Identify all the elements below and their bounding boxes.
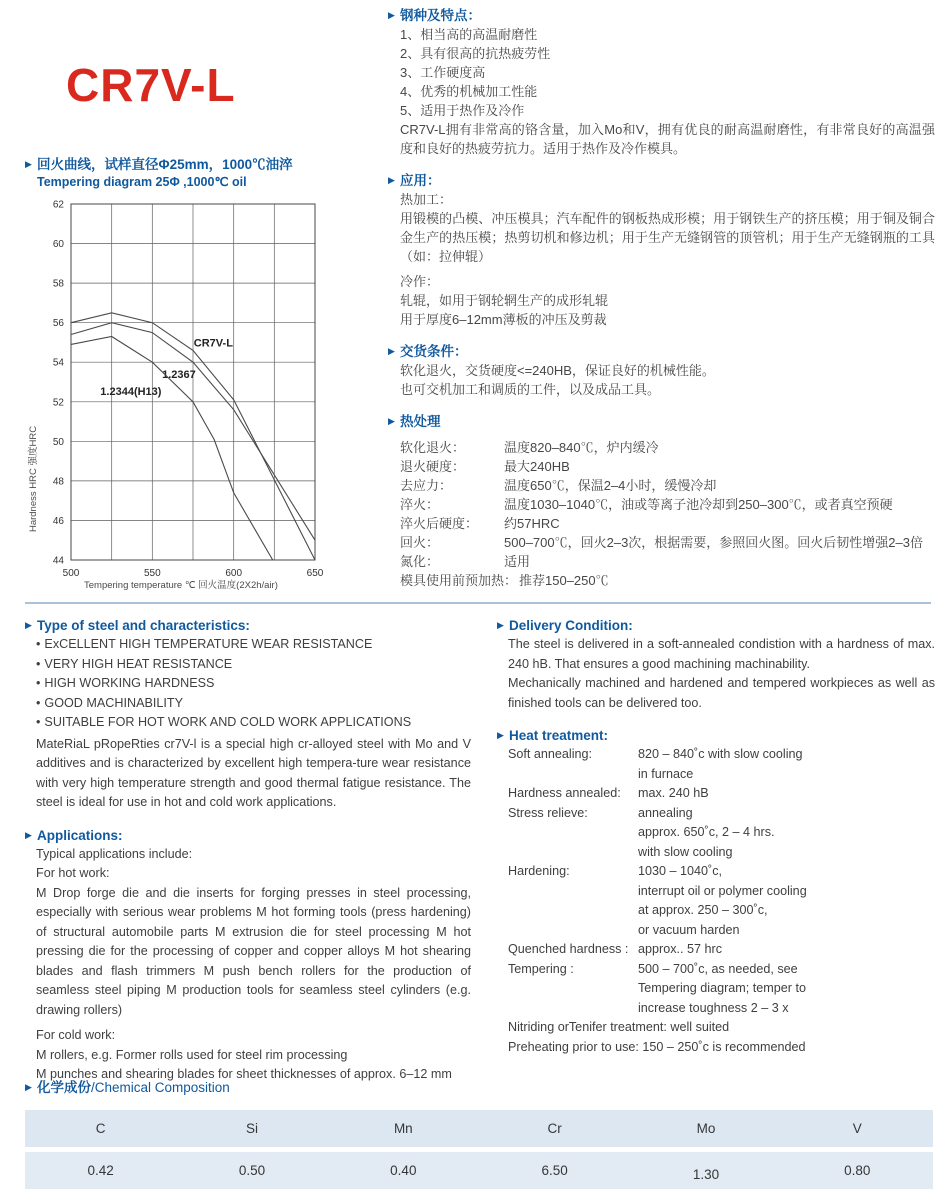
delivery-zh-line: 也可交机加工和调质的工件，以及成品工具。 — [400, 382, 661, 397]
bullet-icon: • — [36, 715, 41, 729]
bottom-right-column — [497, 616, 935, 1057]
heat-row — [400, 571, 935, 590]
cold-work-line: 轧辊，如用于钢轮辋生产的成形轧辊 — [400, 293, 609, 308]
bullet-icon: • — [36, 656, 41, 671]
steel-type-zh-heading: 钢种及特点： — [400, 8, 481, 23]
heat-row-value: 适用 — [504, 554, 531, 569]
cold-work-line: 用于厚度6–12mm薄板的冲压及剪裁 — [400, 312, 607, 327]
heat-row-label: 淬火后硬度： — [400, 516, 479, 531]
tempering-chart — [25, 196, 355, 604]
feature-item: 4、优秀的机械加工性能 — [400, 84, 538, 99]
composition-value-cell: 0.42 — [87, 1163, 114, 1178]
bullet-icon: • — [36, 676, 41, 690]
svg-text:62: 62 — [52, 199, 64, 211]
heat-row-en-value: at approx. 250 – 300˚c, — [638, 903, 768, 917]
heat-row-label: 淬火： — [400, 497, 440, 512]
heat-row-en-label: Tempering : — [508, 961, 574, 976]
section-arrow-icon: ▶ — [388, 346, 395, 356]
svg-text:60: 60 — [52, 239, 64, 251]
heat-row-value: 温度1030–1040℃，油或等离子池冷却到250–300℃，或者真空预硬 — [504, 497, 893, 512]
heat-row-value: 最大240HB — [504, 459, 570, 474]
cold-work-en-label: For cold work: — [36, 1028, 116, 1042]
heat-row-en-value: 820 – 840˚c with slow cooling — [638, 747, 803, 761]
composition-value-cell: 1.30 — [692, 1167, 720, 1182]
section-arrow-icon: ▶ — [25, 620, 32, 630]
section-arrow-icon: ▶ — [25, 829, 32, 840]
heat-row-en-value: interrupt oil or polymer cooling — [638, 883, 807, 898]
composition-header-cell: C — [95, 1121, 106, 1136]
heat-row-en-label: Hardness annealed: — [508, 786, 621, 800]
heat-row-label: 软化退火： — [400, 440, 466, 455]
delivery-en-paragraph: Mechanically machined and hardened and tempered workpieces as well as finished tools can be delivered too. — [508, 676, 935, 710]
composition-header-cell: Cr — [547, 1121, 562, 1136]
feature-item: 2、具有很高的抗热疲劳性 — [400, 46, 551, 61]
heat-row-en-value: annealing — [638, 805, 693, 820]
bullet-text: VERY HIGH HEAT RESISTANCE — [44, 656, 233, 671]
hot-work-en-paragraph: M Drop forge die and die inserts for forging presses in steel processing, especially with serious wear problems M hot forming tools (press hardening) of structural automobile parts M extrusion die for steel processing M hot pressing die for the processing of copper and copper alloys M hot shearing blades and flash trimmers M push bench rollers for the production of seamless steel piping M production tools for seamless steel cylinders (e.g. drawing rollers) — [36, 885, 471, 1017]
section-arrow-icon: ▶ — [388, 175, 395, 185]
composition-heading-en: /Chemical Composition — [91, 1080, 230, 1095]
heat-treatment-zh-heading: 热处理 — [400, 414, 441, 429]
delivery-zh-heading: 交货条件： — [400, 344, 468, 359]
composition-header-row — [25, 1110, 933, 1147]
heat-row-en-label: Soft annealing: — [508, 747, 593, 761]
svg-text:500: 500 — [62, 568, 80, 579]
section-arrow-icon: ▶ — [25, 159, 32, 169]
svg-text:Tempering temperature ℃ 回火温度(2: Tempering temperature ℃ 回火温度(2X2h/air) — [84, 580, 278, 591]
composition-header-cell: Mo — [696, 1121, 716, 1136]
bullet-icon: • — [36, 637, 41, 651]
section-arrow-icon: ▶ — [388, 10, 395, 20]
heat-row — [400, 438, 935, 457]
steel-type-zh-paragraph: CR7V-L拥有非常高的铬含量，加入Mo和V，拥有优良的耐高温耐磨性，有非常良好的高温强度和良好的热疲劳抗力。适用于热作及冷作模具。 — [400, 122, 935, 156]
svg-text:46: 46 — [52, 515, 64, 527]
heat-row — [400, 552, 935, 571]
heat-row-en-label: Hardening: — [508, 864, 570, 878]
cold-work-en-line: M rollers, e.g. Former rolls used for steel rim processing — [36, 1047, 348, 1062]
tempering-heading-zh: 回火曲线，试样直径Φ25mm，1000℃油淬 — [37, 157, 293, 172]
heat-row-en-value: in furnace — [638, 766, 694, 781]
heat-row-value: 500–700℃，回火2–3次，根据需要，参照回火图。回火后韧性增强2–3倍 — [504, 535, 923, 550]
svg-text:54: 54 — [52, 357, 64, 369]
svg-text:58: 58 — [52, 278, 64, 290]
heat-row — [400, 495, 935, 514]
bullet-item — [36, 694, 471, 714]
heat-row-en — [508, 862, 935, 940]
cold-work-en-line: M punches and shearing blades for sheet thicknesses of approx. 6–12 mm — [36, 1067, 452, 1081]
svg-text:Hardness HRC 强度HRC: Hardness HRC 强度HRC — [28, 425, 39, 533]
heat-row-label: 去应力： — [400, 478, 453, 493]
heat-row-en — [508, 940, 935, 960]
heat-row-value: 推荐150–250℃ — [519, 573, 609, 588]
svg-text:56: 56 — [52, 318, 64, 330]
page-title: CR7V-L — [66, 59, 236, 111]
bullet-item — [36, 713, 471, 733]
bullet-item — [36, 635, 471, 655]
heat-row-label: 退火硬度： — [400, 459, 466, 474]
composition-value-cell: 0.80 — [844, 1163, 871, 1178]
heat-row-en-label: Stress relieve: — [508, 805, 588, 820]
section-divider — [25, 602, 931, 604]
heat-row-en-value: max. 240 hB — [638, 786, 709, 800]
heat-row-label: 回火： — [400, 535, 440, 550]
feature-item: 1、相当高的高温耐磨性 — [400, 27, 538, 42]
tempering-section — [25, 155, 385, 604]
hot-work-text: 用锻模的凸模、冲压模具；汽车配件的钢板热成形模；用于钢铁生产的挤压模；用于铜及铜合金生产的热压模；热剪切机和修边机；用于生产无缝钢管的顶管机；用于生产无缝钢瓶的工具（如：拉伸辊） — [400, 211, 935, 264]
heat-row-en-value: 1030 – 1040˚c, — [638, 864, 723, 878]
section-arrow-icon: ▶ — [497, 620, 504, 630]
svg-text:600: 600 — [225, 568, 243, 579]
bullet-item — [36, 674, 471, 694]
bullet-text: ExCELLENT HIGH TEMPERATURE WEAR RESISTANCE — [44, 637, 373, 651]
bullet-icon: • — [36, 695, 41, 710]
delivery-en-heading: Delivery Condition: — [509, 618, 633, 633]
heat-row-en-value: with slow cooling — [638, 844, 733, 859]
heat-row-en — [508, 745, 935, 784]
preheating-line: Preheating prior to use: 150 – 250˚c is recommended — [508, 1039, 806, 1054]
section-arrow-icon: ▶ — [497, 730, 504, 740]
section-arrow-icon: ▶ — [25, 1082, 32, 1092]
heat-row-en — [508, 960, 935, 1019]
composition-section — [25, 1078, 933, 1189]
steel-type-en-heading: Type of steel and characteristics: — [37, 618, 250, 633]
heat-row-en-value: increase toughness 2 – 3 x — [638, 1000, 789, 1015]
heat-row-label: 模具使用前预加热： — [400, 573, 518, 588]
applications-intro: Typical applications include: — [36, 846, 193, 861]
composition-heading-zh: 化学成份 — [37, 1080, 91, 1095]
svg-text:1.2344(H13): 1.2344(H13) — [100, 385, 162, 398]
applications-intro: For hot work: — [36, 866, 110, 880]
delivery-en-paragraph: The steel is delivered in a soft-annealed condistion with a hardness of max. 240 hB. That ensures a good machining machinability. — [508, 637, 935, 671]
applications-en-heading: Applications: — [37, 827, 123, 843]
heat-row-en — [508, 784, 935, 804]
svg-text:52: 52 — [52, 397, 64, 409]
bullet-text: GOOD MACHINABILITY — [44, 695, 183, 710]
heat-row-en-value: or vacuum harden — [638, 922, 740, 937]
right-top-column — [388, 6, 935, 590]
heat-row-en-value: Tempering diagram; temper to — [638, 981, 806, 995]
svg-text:CR7V-L: CR7V-L — [193, 337, 233, 350]
composition-header-cell: Mn — [393, 1121, 413, 1136]
composition-value-cell: 0.50 — [238, 1163, 266, 1178]
svg-text:48: 48 — [52, 476, 64, 488]
heat-row — [400, 476, 935, 495]
heat-row — [400, 457, 935, 476]
heat-row-value: 约57HRC — [504, 516, 560, 531]
composition-header-cell: Si — [245, 1121, 258, 1136]
heat-row-en-value: approx. 650˚c, 2 – 4 hrs. — [638, 825, 775, 839]
composition-value-cell: 0.40 — [390, 1163, 417, 1178]
bullet-text: SUITABLE FOR HOT WORK AND COLD WORK APPLICATIONS — [44, 715, 412, 729]
heat-row-label: 氮化： — [400, 554, 440, 569]
bottom-left-column — [25, 616, 471, 1085]
heat-row — [400, 514, 935, 533]
feature-item: 3、工作硬度高 — [400, 65, 486, 80]
heat-row-en-value: 500 – 700˚c, as needed, see — [638, 961, 798, 976]
composition-header-cell: V — [852, 1121, 862, 1136]
tempering-heading-en: Tempering diagram 25Φ ,1000℃ oil — [37, 175, 247, 189]
hot-work-label: 热加工： — [400, 192, 453, 207]
svg-text:1.2367: 1.2367 — [162, 369, 196, 381]
svg-text:550: 550 — [143, 568, 161, 579]
heat-row-en — [508, 804, 935, 863]
heat-treatment-en-heading: Heat treatment: — [509, 728, 609, 743]
bullet-item — [36, 655, 471, 675]
svg-text:44: 44 — [52, 555, 64, 567]
heat-row-value: 温度820–840℃，炉内缓冷 — [504, 440, 659, 455]
heat-row — [400, 533, 935, 552]
heat-row-en-label: Quenched hardness : — [508, 942, 629, 956]
svg-text:650: 650 — [306, 568, 324, 579]
svg-text:50: 50 — [52, 436, 64, 448]
section-arrow-icon: ▶ — [388, 416, 395, 426]
heat-row-en-value: approx.. 57 hrc — [638, 942, 723, 956]
cold-work-label: 冷作： — [400, 274, 440, 289]
composition-table — [25, 1110, 933, 1189]
composition-value-cell: 6.50 — [541, 1163, 568, 1178]
delivery-zh-line: 软化退火，交货硬度<=240HB，保证良好的机械性能。 — [400, 363, 715, 378]
composition-value-row — [25, 1152, 933, 1189]
nitriding-line: Nitriding orTenifer treatment: well suited — [508, 1020, 730, 1034]
steel-type-en-paragraph: MateRiaL pRopeRties cr7V-l is a special high cr-alloyed steel with Mo and V additives and is characterized by excellent high tempera-ture wear resistance with very high temperature strength and good thermal fatigue resistance. The steel is ideal for use in hot and cold work applications. — [36, 736, 471, 809]
bullet-text: HIGH WORKING HARDNESS — [44, 676, 215, 690]
heat-row-value: 温度650℃，保温2–4小时，缓慢冷却 — [504, 478, 717, 493]
application-zh-heading: 应用： — [400, 173, 441, 188]
feature-item: 5、适用于热作及冷作 — [400, 103, 525, 118]
